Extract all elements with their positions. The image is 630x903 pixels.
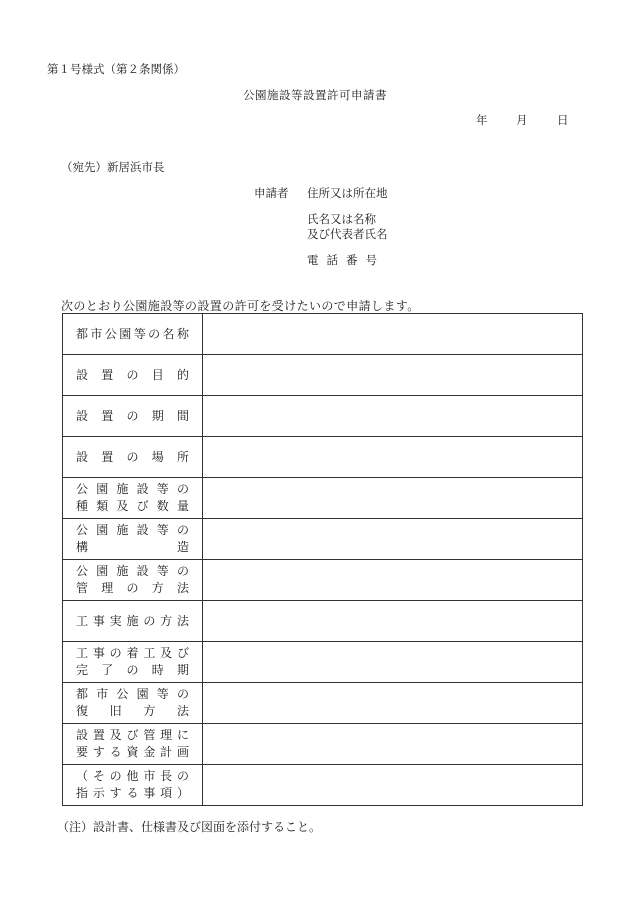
row-label-line: 工事の着工及び — [76, 646, 189, 660]
date-day-label: 日 — [557, 113, 569, 127]
row-value-field[interactable] — [203, 519, 583, 560]
row-label-cell — [63, 765, 203, 806]
row-value-field[interactable] — [203, 396, 583, 437]
row-value-field[interactable] — [203, 560, 583, 601]
row-label-cell — [63, 724, 203, 765]
row-label-line: 都市公園等の名称 — [76, 326, 189, 341]
row-label-cell — [63, 478, 203, 519]
row-label-line: 構造 — [76, 540, 189, 554]
row-label-cell — [63, 560, 203, 601]
table-row — [63, 724, 583, 765]
row-value-field[interactable] — [203, 355, 583, 396]
row-value-field[interactable] — [203, 683, 583, 724]
form-number: 第１号様式（第２条関係） — [47, 62, 185, 76]
row-label-line: 設置の目的 — [76, 367, 189, 382]
row-label-line: 完了の時期 — [76, 663, 189, 677]
table-row — [63, 683, 583, 724]
table-row — [63, 519, 583, 560]
table-row — [63, 478, 583, 519]
row-label-line: 要する資金計画 — [76, 745, 189, 759]
row-label-line: 工事実施の方法 — [76, 613, 189, 628]
row-label-line: （その他市長の — [76, 769, 189, 783]
table-row — [63, 355, 583, 396]
footnote: （注）設計書、仕様書及び図面を添付すること。 — [57, 820, 322, 834]
table-row — [63, 314, 583, 355]
row-label-line: 公園施設等の — [76, 564, 189, 578]
table-row — [63, 437, 583, 478]
row-value-field[interactable] — [203, 765, 583, 806]
table-row — [63, 765, 583, 806]
table-row — [63, 396, 583, 437]
applicant-label: 申請者 — [254, 186, 289, 200]
row-label-line: 都市公園等の — [76, 687, 189, 701]
row-value-field[interactable] — [203, 437, 583, 478]
table-row — [63, 560, 583, 601]
date-month-label: 月 — [516, 113, 528, 127]
row-label-line: 設置及び管理に — [76, 728, 189, 742]
row-label-line: 設置の期間 — [76, 408, 189, 423]
addressee: （宛先）新居浜市長 — [61, 160, 165, 174]
row-label-cell — [63, 355, 203, 396]
intro-text: 次のとおり公園施設等の設置の許可を受けたいので申請します。 — [61, 299, 420, 313]
row-label-line: 管理の方法 — [76, 581, 189, 595]
row-label-cell — [63, 437, 203, 478]
row-label-cell — [63, 642, 203, 683]
table-row — [63, 642, 583, 683]
name-field-label-line1: 氏名又は名称 — [307, 212, 376, 226]
row-label-line: 設置の場所 — [76, 449, 189, 464]
row-value-field[interactable] — [203, 724, 583, 765]
date-year-label: 年 — [476, 113, 488, 127]
table-row — [63, 601, 583, 642]
row-value-field[interactable] — [203, 478, 583, 519]
row-label-line: 種類及び数量 — [76, 499, 189, 513]
address-field-label: 住所又は所在地 — [307, 186, 388, 200]
row-label-line: 復旧方法 — [76, 704, 189, 718]
row-value-field[interactable] — [203, 601, 583, 642]
row-label-line: 公園施設等の — [76, 523, 189, 537]
row-label-cell — [63, 601, 203, 642]
row-value-field[interactable] — [203, 642, 583, 683]
phone-field-label: 電話番号 — [307, 253, 385, 267]
row-label-line: 指示する事項） — [76, 786, 189, 800]
row-value-field[interactable] — [203, 314, 583, 355]
row-label-line: 公園施設等の — [76, 482, 189, 496]
row-label-cell — [63, 519, 203, 560]
row-label-cell — [63, 396, 203, 437]
row-label-cell — [63, 314, 203, 355]
row-label-cell — [63, 683, 203, 724]
name-field-label-line2: 及び代表者氏名 — [307, 227, 388, 241]
document-title: 公園施設等設置許可申請書 — [243, 88, 387, 102]
application-table — [62, 313, 583, 806]
